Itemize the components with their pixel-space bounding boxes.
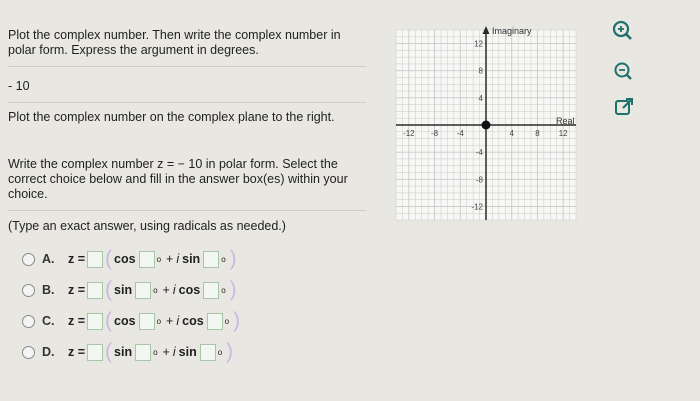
choice-c[interactable] [22, 310, 242, 332]
degree-mark: o [224, 316, 230, 326]
complex-number: - 10 [8, 79, 30, 93]
plus-sign: + [162, 345, 170, 359]
hint-text: (Type an exact answer, using radicals as needed.) [8, 219, 286, 233]
imag-unit: i [172, 283, 176, 297]
open-paren: ( [105, 247, 113, 270]
degree-mark: o [217, 347, 223, 357]
degree-mark: o [153, 285, 158, 295]
zoom-in-icon [611, 19, 633, 41]
open-paren: ( [105, 278, 113, 301]
angle-input-1[interactable] [139, 313, 155, 330]
degree-mark: o [221, 254, 226, 264]
choice-letter: A. [42, 252, 55, 266]
choice-d[interactable] [22, 341, 235, 363]
modulus-input[interactable] [87, 251, 103, 268]
radio-button[interactable] [22, 346, 35, 359]
plot-instruction: Plot the complex number on the complex plane to the right. [8, 110, 335, 124]
plus-sign: + [166, 252, 174, 266]
angle-input-1[interactable] [135, 344, 151, 361]
complex-plane[interactable] [386, 20, 586, 230]
angle-input-2[interactable] [203, 282, 219, 299]
y-tick-label: -4 [475, 148, 483, 158]
imag-unit: i [172, 345, 176, 359]
modulus-input[interactable] [87, 282, 103, 299]
z-equals: z = [68, 252, 86, 266]
degree-mark: o [153, 347, 158, 357]
y-tick-label: 12 [474, 39, 483, 49]
x-tick-label: 4 [509, 129, 514, 138]
close-paren: ) [229, 278, 237, 301]
open-external-button[interactable] [613, 96, 635, 118]
divider [8, 210, 366, 211]
angle-input-1[interactable] [139, 251, 155, 268]
choice-letter: B. [42, 283, 55, 297]
divider [8, 102, 366, 103]
zoom-out-icon [612, 60, 634, 82]
radio-button[interactable] [22, 315, 35, 328]
imag-unit: i [176, 252, 180, 266]
trig-label-2: sin [178, 345, 197, 359]
trig-label-1: cos [114, 252, 136, 266]
degree-mark: o [156, 254, 162, 264]
y-tick-label: 4 [478, 93, 483, 103]
x-tick-label: -12 [403, 129, 415, 138]
angle-input-2[interactable] [200, 344, 216, 361]
y-tick-label: -8 [475, 175, 483, 185]
write-instruction: Write the complex number z = − 10 in polar form. Select the correct choice below and fill in the answer box(es) within your choice. [8, 157, 348, 201]
choice-letter: C. [42, 314, 55, 328]
choice-b[interactable] [22, 279, 239, 301]
trig-label-1: sin [114, 345, 133, 359]
plus-sign: + [166, 314, 174, 328]
question-prompt: Plot the complex number. Then write the complex number in polar form. Express the argument in degrees. [8, 28, 341, 57]
z-equals: z = [68, 314, 86, 328]
plotted-point[interactable] [482, 121, 491, 130]
choice-a[interactable] [22, 248, 239, 270]
angle-input-2[interactable] [207, 313, 223, 330]
close-paren: ) [229, 247, 237, 270]
radio-button[interactable] [22, 284, 35, 297]
x-tick-label: -4 [456, 129, 464, 138]
z-equals: z = [68, 345, 86, 359]
degree-mark: o [156, 316, 162, 326]
y-tick-label: 8 [478, 66, 483, 76]
trig-label-1: sin [114, 283, 133, 297]
divider [8, 66, 366, 67]
degree-mark: o [221, 285, 226, 295]
trig-label-2: sin [182, 252, 201, 266]
plus-sign: + [162, 283, 170, 297]
open-paren: ( [105, 340, 113, 363]
zoom-in-button[interactable] [611, 19, 633, 41]
close-paren: ) [226, 340, 234, 363]
open-external-icon [613, 96, 635, 118]
radio-button[interactable] [22, 253, 35, 266]
x-tick-label: -8 [431, 129, 439, 138]
trig-label-1: cos [114, 314, 136, 328]
real-axis-label: Real [556, 116, 575, 126]
imag-unit: i [176, 314, 180, 328]
x-tick-label: 12 [558, 129, 568, 138]
x-tick-label: 8 [535, 129, 540, 138]
choice-letter: D. [42, 345, 55, 359]
open-paren: ( [105, 309, 113, 332]
modulus-input[interactable] [87, 313, 103, 330]
z-equals: z = [68, 283, 86, 297]
angle-input-2[interactable] [203, 251, 219, 268]
imaginary-axis-label: Imaginary [492, 26, 532, 36]
modulus-input[interactable] [87, 344, 103, 361]
y-tick-label: -12 [471, 202, 483, 212]
trig-label-2: cos [178, 283, 201, 297]
angle-input-1[interactable] [135, 282, 151, 299]
close-paren: ) [233, 309, 241, 332]
zoom-out-button[interactable] [612, 60, 634, 82]
trig-label-2: cos [182, 314, 204, 328]
